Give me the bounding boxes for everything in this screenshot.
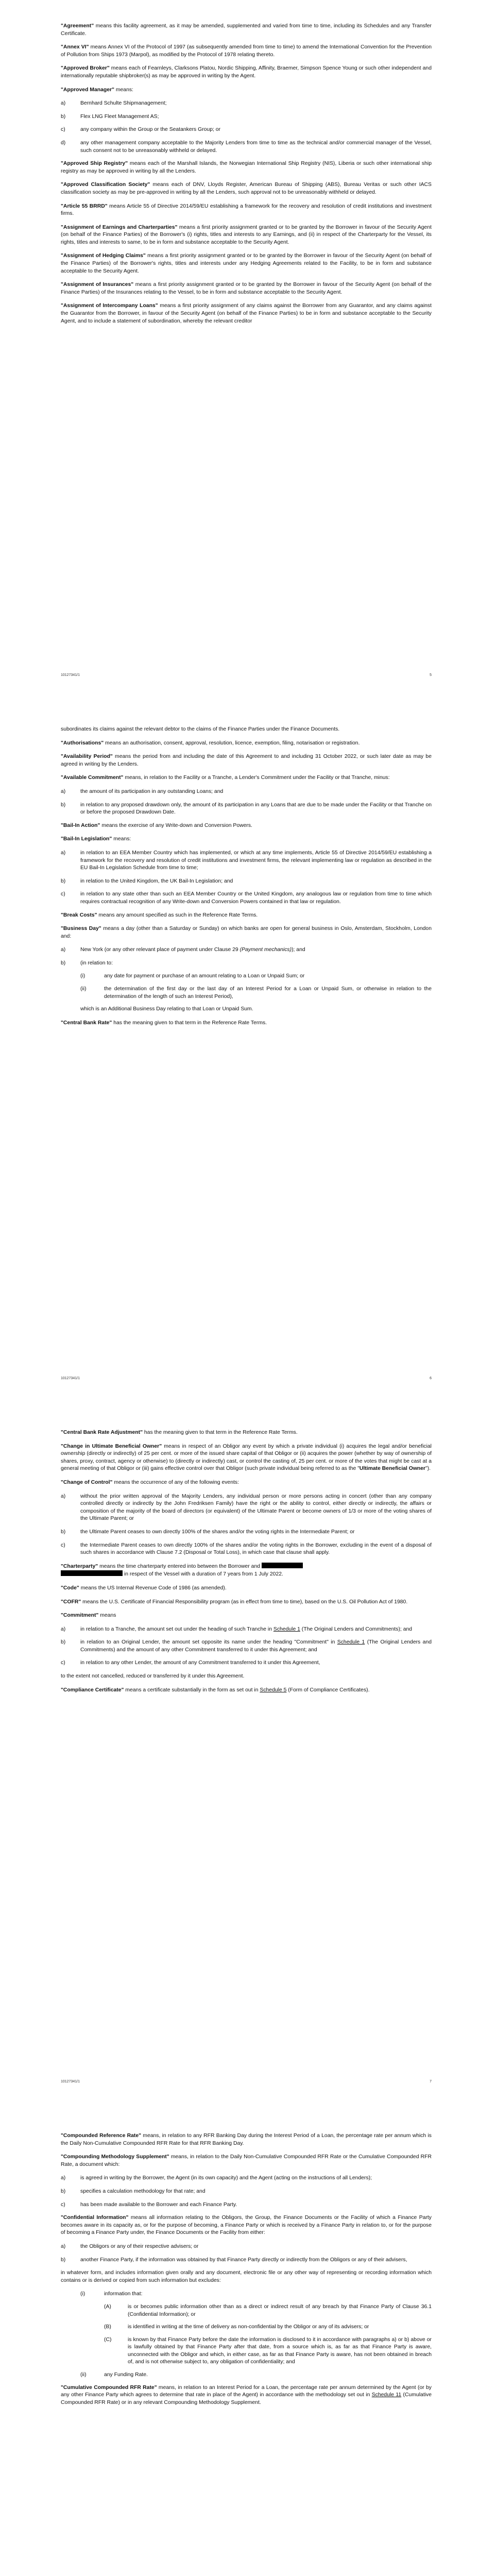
list-item: d) any other management company acceptable to the Majority Lenders from time to time as the technical and/or commercial manager of the Vessel, such consent not to be unreasonably withheld or delayed.	[61, 140, 432, 154]
redaction-block	[61, 1570, 123, 1576]
schedule-link[interactable]: Schedule 1	[273, 1626, 300, 1632]
list-item: b) in relation to an Original Lender, the amount set opposite its name under the heading "Commitment" in Schedule 1 (The Original Lenders and Commitments) and the amount of any other Commitment transferred to it under this Agreement; and	[61, 1639, 432, 1653]
list-item: a) New York (or any other relevant place of payment under Clause 29 (Payment mechanics)); and	[61, 947, 305, 953]
list-tail-text: which is an Additional Business Day relating to that Loan or Unpaid Sum.	[80, 1006, 253, 1012]
definition-approved-ship-registry: "Approved Ship Registry" means each of the Marshall Islands, the Norwegian International Ship Registry (NIS), Liberia or such other international ship registry as may be approved in writing by all the Lenders.	[61, 161, 432, 174]
continuation-text: in whatever form, and includes information given orally and any document, electronic file or any other way of representing or recording information which contains or is derived or copied from such information but excludes:	[61, 2270, 432, 2283]
definition-confidential-information: "Confidential Information" means all information relating to the Obligors, the Group, the Finance Documents or the Facility of which a Finance Party becomes aware in its capacity as, or for the purpose of becoming, a Finance Party or which is received by a Finance Party in relation to, or for the purpose of becoming a Finance Party under, the Finance Documents or the Facility from either:	[61, 2215, 432, 2236]
list-tail-text: to the extent not cancelled, reduced or transferred by it under this Agreement.	[61, 1673, 245, 1680]
page-number: 7	[430, 2080, 432, 2083]
document-page-6	[0, 703, 497, 1406]
definition-cumulative-compounded-rfr-rate: "Cumulative Compounded RFR Rate" means, in relation to an Interest Period for a Loan, the percentage rate per annum determined by the Agent (or by any other Finance Party which agrees to determine that rate in place of the Agent) in accordance with the methodology set out in Schedule 11 (Cumulative Compounded RFR Rate) or in any relevant Compounding Methodology Supplement.	[61, 2384, 432, 2405]
sub-sub-list-item: (B) is identified in writing at the time of delivery as non-confidential by the Obligor or any of its advisers; or	[104, 2324, 369, 2330]
definition-compounding-methodology-supplement: "Compounding Methodology Supplement" means, in relation to the Daily Non-Cumulative Compounded RFR Rate or the Cumulative Compounded RFR Rate, a document which:	[61, 2154, 432, 2167]
definition-change-in-ultimate-beneficial-owner: "Change in Ultimate Beneficial Owner" means in respect of an Obligor any event by which a private individual (i) acquires the legal and/or beneficial ownership (directly or indirectly) of 25 per cent. or more of the issued share capital of that Obligor or (ii) acquires the power (whether by way of ownership of shares, proxy, contract, agency or otherwise) to (directly or indirectly) cast, or control the casting of, 25 per cent. or more of the votes that might be cast at a general meeting of that Obligor or (iii) gains effective control over that Obligor (such private individual being referred to as the "Ultimate Beneficial Owner").	[61, 1443, 432, 1472]
continuation-text: subordinates its claims against the relevant debtor to the claims of the Finance Parties under the Finance Documents.	[61, 726, 340, 732]
definition-assignment-of-insurances: "Assignment of Insurances" means a first priority assignment granted or to be granted by the Borrower in favour of the Security Agent (on behalf of the Finance Parties) of the Insurances relating to the Vessel, to be in form and substance acceptable to the Security Agent.	[61, 282, 432, 295]
definition-approved-broker: "Approved Broker" means each of Fearnleys, Clarksons Platou, Nordic Shipping, Affinity, Braemer, Simpson Spence Young or such other independent and internationally reputable shipbroker(s) as may be approved in writing by the Agent.	[61, 65, 432, 79]
page-body	[61, 2132, 432, 2413]
schedule-link[interactable]: Schedule 1	[337, 1639, 365, 1646]
document-page-5	[0, 0, 497, 703]
list-item: b) in relation to any proposed drawdown only, the amount of its participation in any Loans that are due to be made under the Facility or that Tranche on or before the proposed Drawdown Date.	[61, 802, 432, 816]
list-item: b) in relation to the United Kingdom, the UK Bail-In Legislation; and	[61, 878, 233, 884]
document-page-8	[0, 2110, 497, 2576]
document-page-7	[0, 1406, 497, 2110]
definition-assignment-of-hedging-claims: "Assignment of Hedging Claims" means a first priority assignment granted or to be granted by the Borrower in favour of the Security Agent (on behalf of the Finance Parties) of the Borrower's rights, titles and interests under any Hedging Agreements related to the Facility, to be in form and substance acceptable to the Security Agent.	[61, 253, 432, 274]
definition-central-bank-rate: "Central Bank Rate" has the meaning given to that term in the Reference Rate Terms.	[61, 1020, 267, 1026]
sub-sub-list-item: (A) is or becomes public information other than as a direct or indirect result of any breach by that Finance Party of Clause 36.1 (Confidential Information); or	[104, 2303, 432, 2317]
redaction-block	[262, 1563, 303, 1568]
definition-article-55-brrd: "Article 55 BRRD" means Article 55 of Directive 2014/59/EU establishing a framework for the recovery and resolution of credit institutions and investment firms.	[61, 203, 432, 217]
definition-annex-vi: "Annex VI" means Annex VI of the Protocol of 1997 (as subsequently amended from time to time) to amend the International Convention for the Prevention of Pollution from Ships 1973 (Marpol), as modified by the Protocol of 1978 relating thereto.	[61, 44, 432, 58]
sub-sub-list-item: (C) is known by that Finance Party before the date the information is disclosed to it in accordance with paragraphs a) or b) above or is lawfully obtained by that Finance Party after that date, from a source which is, as far as that Finance Party is aware, unconnected with the Obligor and which, in either case, as far as that Finance Party is aware, has not been obtained in breach of, and is not otherwise subject to, any obligation of confidentiality; and	[104, 2336, 432, 2365]
list-item: b) (in relation to:	[61, 960, 113, 966]
list-item: c) the Intermediate Parent ceases to own directly 100% of the shares and/or the voting rights in the Borrower, excluding in the event of a disposal of such shares in accordance with Clause 7.2 (Disposal or Total Loss), in which case that clause shall apply.	[61, 1542, 432, 1556]
definition-assignment-of-intercompany-loans: "Assignment of Intercompany Loans" means a first priority assignment of any claims against the Borrower from any Guarantor, and any claims against the Guarantor from the Borrower, in favour of the Security Agent (on behalf of the Finance Parties) to be in form and substance acceptable to the Security Agent, and to include a statement of subordination, whereby the relevant creditor	[61, 303, 432, 324]
sub-list-item: (ii) any Funding Rate.	[80, 2372, 148, 2378]
document-reference: 10127341/1	[61, 1377, 80, 1380]
definition-commitment: "Commitment" means	[61, 1613, 116, 1619]
definition-availability-period: "Availability Period" means the period from and including the date of this Agreement to and including 31 October 2022, or such later date as may be agreed in writing by the Lenders.	[61, 754, 432, 767]
definition-change-of-control: "Change of Control" means the occurrence of any of the following events:	[61, 1479, 239, 1485]
definition-charterparty: "Charterparty" means the time charterparty entered into between the Borrower and in respect of the Vessel with a duration of 7 years from 1 July 2022.	[61, 1563, 432, 1579]
definition-central-bank-rate-adjustment: "Central Bank Rate Adjustment" has the meaning given to that term in the Reference Rate Terms.	[61, 1430, 298, 1435]
definition-authorisations: "Authorisations" means an authorisation, consent, approval, resolution, licence, exemption, filing, notarisation or registration.	[61, 740, 360, 746]
definition-bail-in-legislation: "Bail-In Legislation" means:	[61, 836, 131, 842]
definition-available-commitment: "Available Commitment" means, in relation to the Facility or a Tranche, a Lender's Commitment under the Facility or that Tranche, minus:	[61, 775, 390, 781]
definition-compounded-reference-rate: "Compounded Reference Rate" means, in relation to any RFR Banking Day during the Interest Period of a Loan, the percentage rate per annum which is the Daily Non-Cumulative Compounded RFR Rate for that RFR Banking Day.	[61, 2133, 432, 2146]
definition-assignment-of-earnings: "Assignment of Earnings and Charterparties" means a first priority assignment granted or to be granted by the Borrower in favour of the Security Agent (on behalf of the Finance Parties) of the Borrower's (i) rights, titles and interests to any Earnings, and (ii) in respect of the Charterparty for the Vessel, its rights, titles and interests to same, to be in form and substance acceptable to the Security Agent.	[61, 224, 432, 245]
list-item: a) the amount of its participation in any outstanding Loans; and	[61, 788, 224, 794]
sub-list-item: (ii) the determination of the first day or the last day of an Interest Period for a Loan or Unpaid Sum, or otherwise in relation to the determination of the length of such an Interest Period),	[80, 986, 432, 999]
definition-break-costs: "Break Costs" means any amount specified as such in the Reference Rate Terms.	[61, 912, 258, 918]
definition-compliance-certificate: "Compliance Certificate" means a certificate substantially in the form as set out in Schedule 5 (Form of Compliance Certificates).	[61, 1687, 370, 1693]
list-item: b) the Ultimate Parent ceases to own directly 100% of the shares and/or the voting rights in the Intermediate Parent; or	[61, 1529, 355, 1535]
list-item: a) in relation to an EEA Member Country which has implemented, or which at any time implements, Article 55 of Directive 2014/59/EU establishing a framework for the recovery and resolution of credit institutions and investment firms, the relevant implementing law or regulation as described in the EU Bail-In Legislation Schedule from time to time;	[61, 850, 432, 871]
list-item: a) the Obligors or any of their respective advisers; or	[61, 2243, 199, 2249]
page-body	[61, 23, 432, 331]
sub-list-item: (i) information that:	[80, 2291, 143, 2297]
page-footer	[61, 673, 432, 677]
list-item: c) has been made available to the Borrower and each Finance Party.	[61, 2201, 237, 2208]
page-footer	[61, 1377, 432, 1380]
definition-cofr: "COFR" means the U.S. Certificate of Financial Responsibility program (as in effect from time to time), based on the U.S. Oil Pollution Act of 1980.	[61, 1599, 408, 1605]
page-number: 5	[430, 673, 432, 677]
list-item: a) Bernhard Schulte Shipmanagement;	[61, 100, 167, 107]
document-reference: 10127341/1	[61, 2080, 80, 2083]
definition-bail-in-action: "Bail-In Action" means the exercise of any Write-down and Conversion Powers.	[61, 822, 252, 828]
list-item: a) in relation to a Tranche, the amount set out under the heading of such Tranche in Schedule 1 (The Original Lenders and Commitments); and	[61, 1626, 413, 1632]
definition-code: "Code" means the US Internal Revenue Code of 1986 (as amended).	[61, 1585, 227, 1591]
definition-agreement: "Agreement" means this facility agreement, as it may be amended, supplemented and varied from time to time, including its Schedules and any Transfer Certificate.	[61, 23, 432, 37]
list-item: c) any company within the Group or the Seatankers Group; or	[61, 127, 221, 133]
schedule-link[interactable]: Schedule 5	[260, 1687, 287, 1693]
list-item: a) without the prior written approval of the Majority Lenders, any individual person or more persons acting in concert (other than any company controlled directly or indirectly by the John Fredriksen Family) have the right or the ability to control, either directly or indirectly, the affairs or composition of the majority of the board of directors (or equivalent) of the Ultimate Parent or become owners of 1/3 or more of the voting shares of the Ultimate Parent; or	[61, 1493, 432, 1522]
page-body	[61, 726, 432, 1033]
list-item: b) specifies a calculation methodology for that rate; and	[61, 2188, 205, 2194]
page-body	[61, 1429, 432, 1700]
list-item: a) is agreed in writing by the Borrower, the Agent (in its own capacity) and the Agent (acting on the instructions of all Lenders);	[61, 2175, 372, 2181]
list-item: c) in relation to any other Lender, the amount of any Commitment transferred to it under this Agreement,	[61, 1660, 320, 1666]
schedule-link[interactable]: Schedule 11	[371, 2392, 402, 2398]
list-item: b) Flex LNG Fleet Management AS;	[61, 113, 159, 120]
definition-approved-manager: "Approved Manager" means:	[61, 87, 133, 93]
page-footer	[61, 2080, 432, 2083]
list-item: b) another Finance Party, if the information was obtained by that Finance Party directly or indirectly from the Obligors or any of their advisers,	[61, 2257, 407, 2263]
sub-list-item: (i) any date for payment or purchase of an amount relating to a Loan or Unpaid Sum; or	[80, 973, 305, 979]
list-item: c) in relation to any state other than such an EEA Member Country or the United Kingdom, any analogous law or regulation from time to time which requires contractual recognition of any Write-down and Conversion Powers contained in that law or regulation.	[61, 891, 432, 905]
definition-business-day: "Business Day" means a day (other than a Saturday or Sunday) on which banks are open for general business in Oslo, Amsterdam, Stockholm, London and:	[61, 926, 432, 939]
document-reference: 10127341/1	[61, 673, 80, 677]
page-number: 6	[430, 1377, 432, 1380]
definition-approved-classification-society: "Approved Classification Society" means each of DNV, Lloyds Register, American Bureau of Shipping (ABS), Bureau Veritas or such other IACS classification society as may be pre-approved in writing by all the Lenders, such approval not to be unreasonably withheld or delayed.	[61, 182, 432, 195]
